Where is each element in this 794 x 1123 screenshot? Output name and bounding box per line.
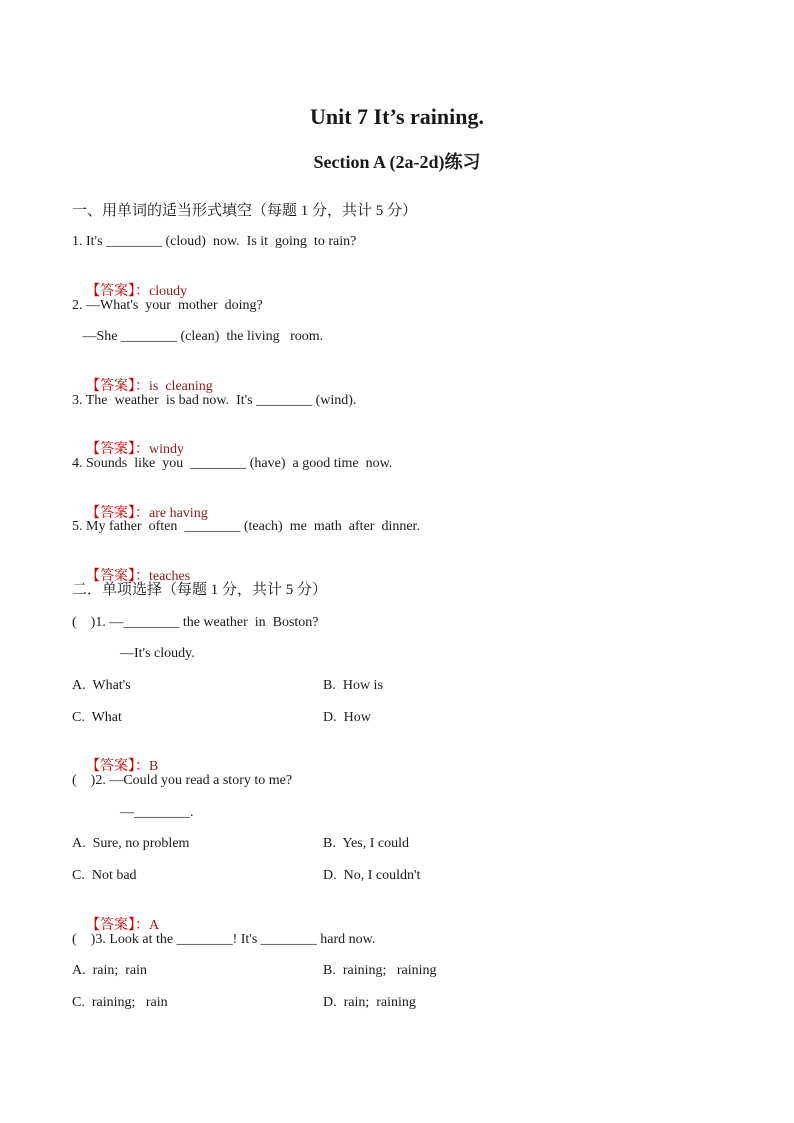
question-4: 4. Sounds like you ________ (have) a good time now. (72, 456, 393, 471)
mc-question-1-reply: —It's cloudy. (120, 646, 195, 661)
question-3: 3. The weather is bad now. It's ________ (wind). (72, 393, 357, 408)
answer-label: 【答案】： (86, 569, 149, 584)
answer-label: 【答案】： (86, 442, 149, 457)
answer-value: are having (149, 506, 208, 521)
mc-2-option-c: C. Not bad (72, 868, 137, 883)
question-1: 1. It's ________ (cloud) now. Is it going to rain? (72, 234, 357, 249)
section2-heading: 二．单项选择（每题 1 分，共计 5 分） (72, 582, 328, 598)
answer-label: 【答案】： (86, 918, 149, 933)
mc-3-option-d: D. rain; raining (323, 995, 416, 1010)
mc-2-option-a: A. Sure, no problem (72, 836, 190, 851)
mc-question-3: ( )3. Look at the ________! It's ________ hard now. (72, 932, 376, 947)
answer-value: B (149, 759, 159, 774)
mc-3-option-a: A. rain; rain (72, 963, 148, 978)
question-2-line2: —She ________ (clean) the living room. (72, 329, 324, 344)
question-2: 2. —What's your mother doing? (72, 298, 263, 313)
answer-value: A (149, 918, 160, 933)
mc-2-option-d: D. No, I couldn't (323, 868, 421, 883)
answer-label: 【答案】： (86, 379, 149, 394)
question-5: 5. My father often ________ (teach) me math after dinner. (72, 519, 420, 534)
mc-1-option-c: C. What (72, 710, 122, 725)
page-title: Unit 7 It’s raining. (310, 104, 484, 129)
answer-label: 【答案】： (86, 506, 149, 521)
mc-1-option-b: B. How is (323, 678, 383, 693)
mc-1-option-a: A. What's (72, 678, 131, 693)
answer-value: windy (149, 442, 184, 457)
answer-label: 【答案】： (86, 284, 149, 299)
mc-question-2-reply: —________. (120, 805, 194, 820)
mc-question-1: ( )1. —________ the weather in Boston? (72, 615, 319, 630)
answer-value: teaches (149, 569, 191, 584)
mc-question-2: ( )2. —Could you read a story to me? (72, 773, 293, 788)
mc-2-option-b: B. Yes, I could (323, 836, 409, 851)
mc-3-option-b: B. raining; raining (323, 963, 437, 978)
answer-value: is cleaning (149, 379, 213, 394)
section1-heading: 一、用单词的适当形式填空（每题 1 分，共计 5 分） (72, 203, 418, 219)
page-subtitle: Section A (2a-2d)练习 (313, 152, 481, 172)
mc-1-option-d: D. How (323, 710, 371, 725)
answer-value: cloudy (149, 284, 188, 299)
mc-3-option-c: C. raining; rain (72, 995, 168, 1010)
answer-label: 【答案】： (86, 759, 149, 774)
